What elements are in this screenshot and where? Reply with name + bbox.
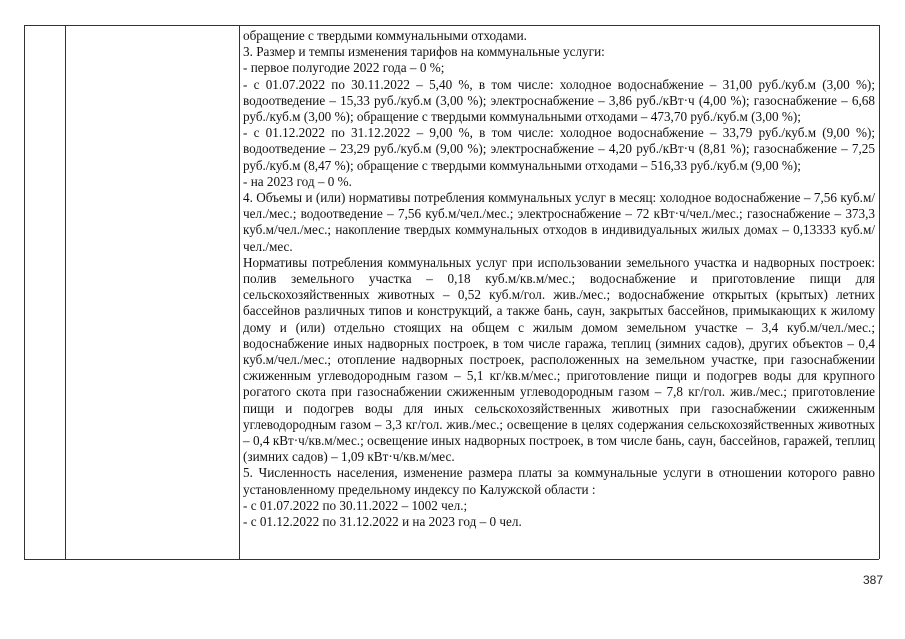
table-left-border xyxy=(24,25,25,559)
paragraph: - первое полугодие 2022 года – 0 %; xyxy=(243,60,445,76)
table-column-divider-1 xyxy=(65,25,66,559)
table-cell-text xyxy=(243,28,875,530)
paragraph: обращение с твердыми коммунальными отходами. xyxy=(243,28,527,43)
paragraph: - с 01.12.2022 по 31.12.2022 и на 2023 год – 0 чел. xyxy=(243,514,522,530)
page-number: 387 xyxy=(862,573,883,587)
paragraph: - с 01.12.2022 по 31.12.2022 – 9,00 %, в том числе: холодное водоснабжение – 33,79 руб./куб.м (9,00 %); водоотведение – 23,29 руб./куб.м (9,00 %); электроснабжение – 4,20 руб./кВт·ч (8,81 %); газоснабжение – 7,25 руб./куб.м (8,47 %); обращение с твердыми коммунальными отходами – 516,33 руб./куб.м (9,00 %); xyxy=(243,125,875,173)
paragraph: 5. Численность населения, изменение размера платы за коммунальные услуги в отношении которого равно установленному предельному индексу по Калужской области : xyxy=(243,465,875,497)
table-top-border xyxy=(24,25,879,26)
paragraph: 3. Размер и темпы изменения тарифов на коммунальные услуги: xyxy=(243,44,605,60)
paragraph: - с 01.07.2022 по 30.11.2022 – 1002 чел.; xyxy=(243,497,468,513)
table-column-divider-2 xyxy=(239,25,240,559)
paragraph: - на 2023 год – 0 %. xyxy=(243,173,352,189)
table-bottom-border xyxy=(24,559,879,560)
paragraph: 4. Объемы и (или) нормативы потребления коммунальных услуг в месяц: холодное водоснабжение – 7,56 куб.м/чел./мес.; водоотведение – 7,56 куб.м/чел./мес.; электроснабжение – 72 кВт·ч/чел./мес.; газоснабжение – 373,3 куб.м/чел./мес.; накопление твердых коммунальных отходов в индивидуальных жилых домах – 0,13333 куб.м/чел./мес. xyxy=(243,190,875,254)
paragraph: Нормативы потребления коммунальных услуг при использовании земельного участка и надворных построек: полив земельного участка – 0,18 куб.м/кв.м/мес.; водоснабжение и приготовление пищи для сельскохозяйственных животных – 0,52 куб.м/гол. жив./мес.; водоснабжение открытых (крытых) летних бассейнов различных типов и конструкций, а также бань, саун, закрытых бассейнов, примыкающих к жилому дому и (или) отдельно стоящих на общем с жилым домом земельном участке – 3,4 куб.м/чел./мес.; водоснабжение иных надворных построек, в том числе гаража, теплиц (зимних садов), других объектов – 0,4 куб.м/чел./мес.; отопление надворных построек, расположенных на земельном участке, при газоснабжении сжиженным углеводородным газом – 5,1 кг/кв.м/мес.; приготовление пищи и подогрев воды для крупного рогатого скота при газоснабжении сжиженным углеводородным газом – 7,8 кг/гол. жив./мес.; приготовление пищи и подогрев воды для иных сельскохозяйственных животных при газоснабжении сжиженным углеводородным газом – 3,3 кг/гол. жив./мес.; освещение в целях содержания сельскохозяйственных животных – 0,4 кВт·ч/кв.м/мес.; освещение иных надворных построек, в том числе бань, саун, бассейнов, гаражей, теплиц (зимних садов) – 1,09 кВт·ч/кв.м/мес. xyxy=(243,254,875,465)
paragraph: - с 01.07.2022 по 30.11.2022 – 5,40 %, в том числе: холодное водоснабжение – 31,00 руб./куб.м (3,00 %); водоотведение – 15,33 руб./куб.м (3,00 %); электроснабжение – 3,86 руб./кВт·ч (4,00 %); газоснабжение – 6,68 руб./куб.м (3,00 %); обращение с твердыми коммунальными отходами – 473,70 руб./куб.м (3,00 %); xyxy=(243,76,875,125)
table-right-border xyxy=(879,25,880,559)
